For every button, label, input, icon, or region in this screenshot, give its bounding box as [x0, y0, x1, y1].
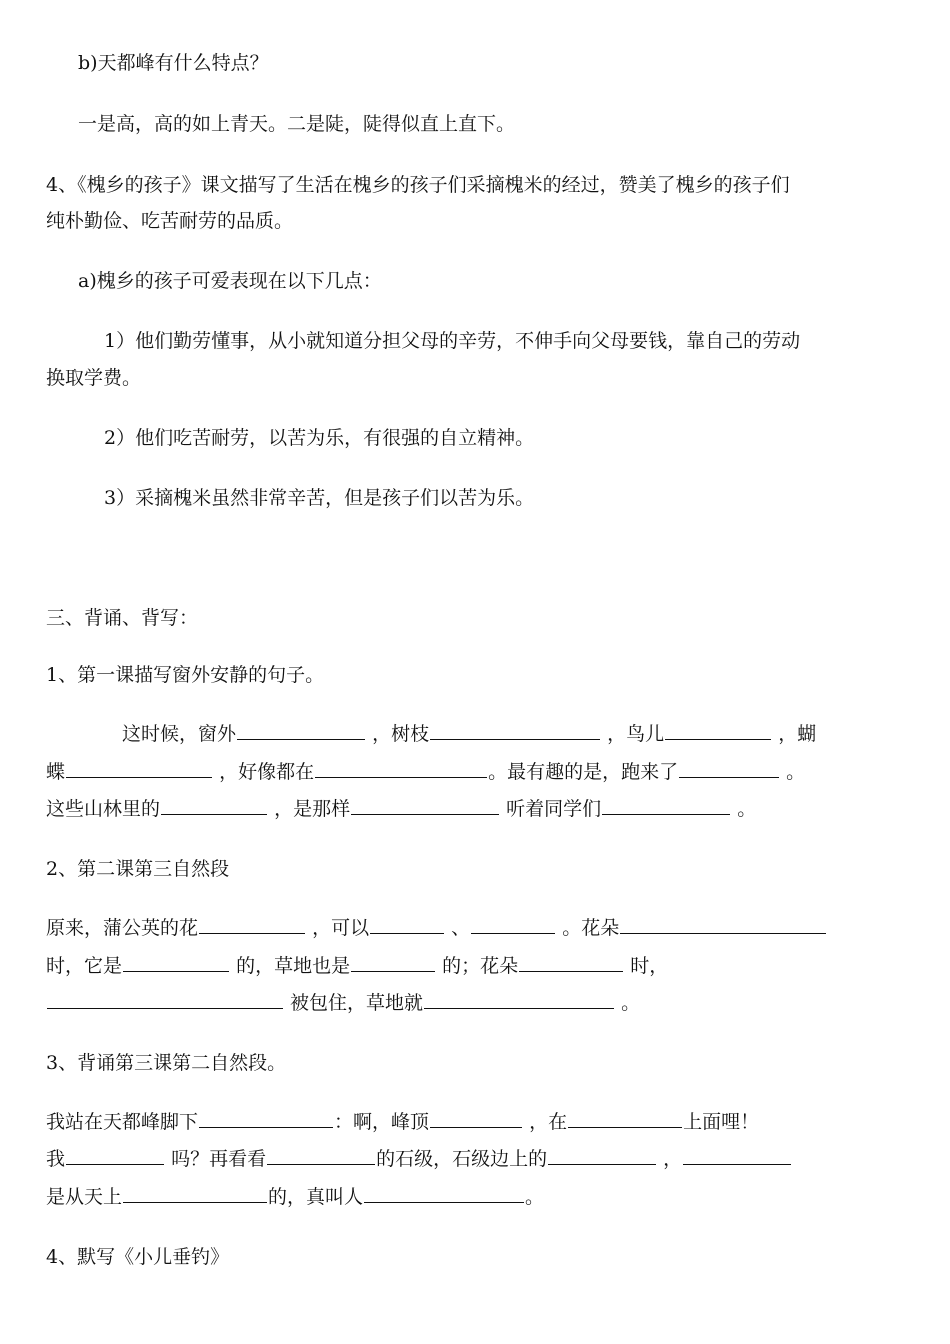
point-3: 3）采摘槐米虽然非常辛苦，但是孩子们以苦为乐。	[104, 487, 535, 509]
fill-blank[interactable]	[199, 1109, 333, 1128]
item-3-line2: 我 吗？再看看 的石级，石级边上的 ，	[46, 1146, 792, 1172]
item-3-line3: 是从天上 的，真叫人 。	[46, 1186, 545, 1208]
fill-blank[interactable]	[519, 953, 623, 972]
item-1-line2: 蝶 ，好像都在 。最有趣的是，跑来了 。	[46, 761, 806, 783]
fill-blank[interactable]	[568, 1109, 682, 1128]
item-2-line3: 被包住，草地就 。	[46, 990, 640, 1016]
fill-blank[interactable]	[47, 990, 283, 1009]
question-4-line1: 4、《槐乡的孩子》课文描写了生活在槐乡的孩子们采摘槐米的经过，赞美了槐乡的孩子们	[46, 174, 790, 196]
item-3-line1: 我站在天都峰脚下 ：啊，峰顶 ，在 上面哩！	[46, 1111, 760, 1133]
fill-blank[interactable]	[267, 1146, 375, 1165]
fill-blank[interactable]	[66, 1146, 164, 1165]
item-2-line2: 时，它是 的，草地也是 的；花朵 时，	[46, 955, 669, 977]
question-4-line2: 纯朴勤俭、吃苦耐劳的品质。	[46, 210, 294, 232]
fill-blank[interactable]	[620, 915, 826, 934]
question-b: b)天都峰有什么特点？	[78, 52, 269, 74]
point-1-line1: 1）他们勤劳懂事，从小就知道分担父母的辛劳，不伸手向父母要钱，靠自己的劳动	[104, 330, 801, 352]
fill-blank[interactable]	[602, 796, 730, 815]
item-2-title: 2、第二课第三自然段	[46, 858, 230, 880]
fill-blank[interactable]	[237, 721, 365, 740]
item-3-title: 3、背诵第三课第二自然段。	[46, 1052, 287, 1074]
fill-blank[interactable]	[430, 721, 600, 740]
item-4-title: 4、默写《小儿垂钓》	[46, 1246, 230, 1268]
section-3-title: 三、背诵、背写：	[46, 607, 199, 629]
fill-blank[interactable]	[364, 1184, 524, 1203]
fill-blank[interactable]	[665, 721, 771, 740]
fill-blank[interactable]	[123, 1184, 267, 1203]
item-2-line1: 原来，蒲公英的花 ，可以 、 。花朵	[46, 915, 827, 941]
fill-blank[interactable]	[351, 796, 499, 815]
fill-blank[interactable]	[683, 1146, 791, 1165]
fill-blank[interactable]	[66, 759, 212, 778]
fill-blank[interactable]	[315, 759, 487, 778]
fill-blank[interactable]	[370, 915, 444, 934]
fill-blank[interactable]	[424, 990, 614, 1009]
point-1-line2: 换取学费。	[46, 367, 142, 389]
fill-blank[interactable]	[123, 953, 229, 972]
point-2: 2）他们吃苦耐劳，以苦为乐，有很强的自立精神。	[104, 427, 535, 449]
question-4a: a)槐乡的孩子可爱表现在以下几点：	[78, 270, 382, 292]
fill-blank[interactable]	[430, 1109, 522, 1128]
fill-blank[interactable]	[548, 1146, 656, 1165]
fill-blank[interactable]	[161, 796, 267, 815]
answer-b: 一是高，高的如上青天。二是陡，陡得似直上直下。	[78, 113, 516, 135]
fill-blank[interactable]	[471, 915, 555, 934]
item-1-line1: 这时候，窗外 ，树枝 ，鸟儿 ，蝴	[122, 723, 817, 745]
fill-blank[interactable]	[679, 759, 779, 778]
fill-blank[interactable]	[199, 915, 305, 934]
fill-blank[interactable]	[351, 953, 435, 972]
item-1-line3: 这些山林里的 ，是那样 听着同学们 。	[46, 798, 757, 820]
item-1-title: 1、第一课描写窗外安静的句子。	[46, 664, 325, 686]
